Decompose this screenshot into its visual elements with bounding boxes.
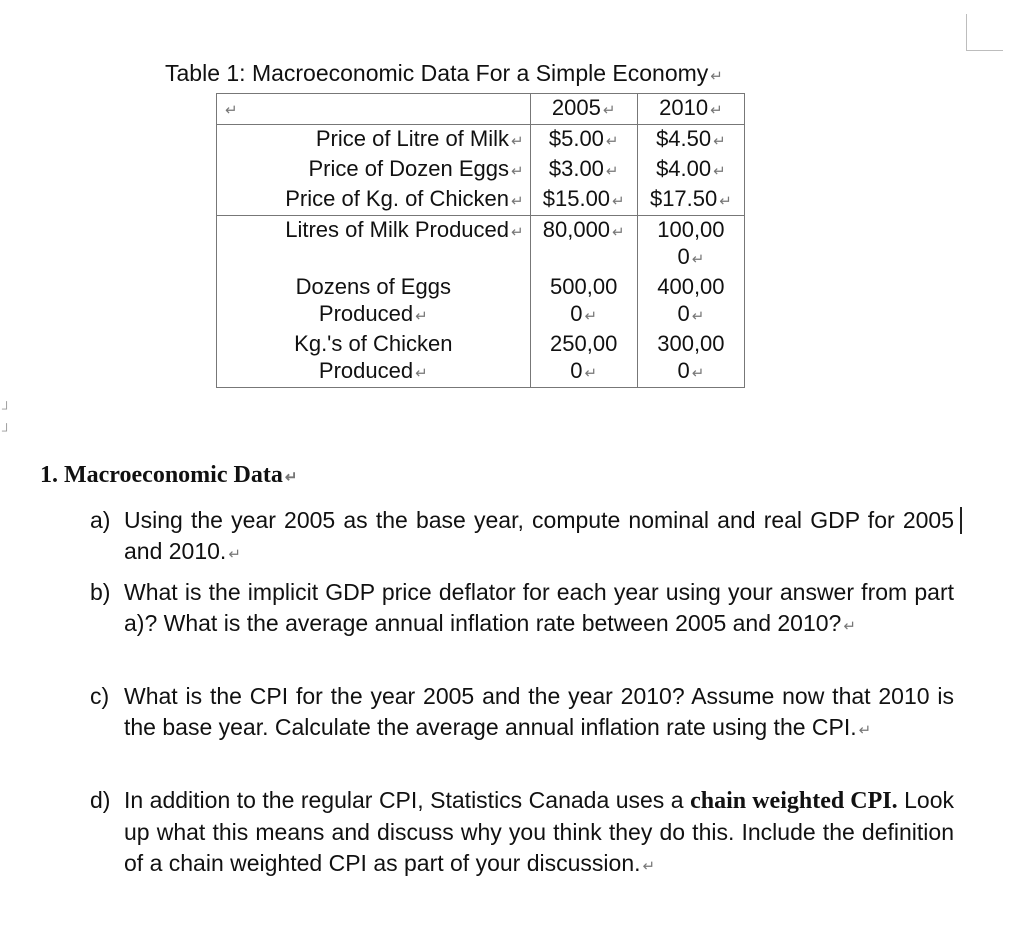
section-heading: 1. Macroeconomic Data ↵ [40,462,298,488]
bold-term: chain weighted CPI. [690,788,898,814]
header-2005: 2005 ↵ [530,94,637,125]
macro-data-table [216,93,745,388]
question-text: Using the year 2005 as the base year, compute nominal and real GDP for 2005 and 2010. ↵ [124,507,954,564]
row-label: Dozens of Eggs Produced ↵ [217,273,531,330]
question-text: In addition to the regular CPI, Statistics Canada uses a chain weighted CPI. Look up what this means and discuss why you think they do this. Include the definition of a chain weighted CPI as part of your discussion. ↵ [124,787,955,876]
cell-2010: $4.00 ↵ [637,155,744,185]
table-row [217,155,745,185]
question-label: c) [90,683,110,709]
row-label: Kg.'s of Chicken Produced ↵ [217,330,531,388]
question-label: b) [90,579,111,605]
paragraph-mark: ↵ [710,68,723,85]
cell-2005: $15.00 ↵ [530,185,637,216]
table-row [217,216,745,274]
cell-2010: 400,00 0 ↵ [637,273,744,330]
cell-2005: 250,00 0 ↵ [530,330,637,388]
question-label: a) [90,507,111,533]
question-c [90,681,954,746]
cell-2005: $5.00 ↵ [530,125,637,156]
table-row [217,273,745,330]
page-corner-mark [966,14,1003,51]
question-text: What is the CPI for the year 2005 and the year 2010? Assume now that 2010 is the base year. Calculate the average annual inflation rate using the CPI. ↵ [124,683,954,740]
cell-2010: $17.50 ↵ [637,185,744,216]
cell-2005: $3.00 ↵ [530,155,637,185]
cell-2005: 80,000 ↵ [530,216,637,274]
table-caption: Table 1: Macroeconomic Data For a Simple Economy ↵ [165,60,723,86]
header-2010: 2010 ↵ [637,94,744,125]
margin-marks: ┘ ┘ [2,401,12,438]
row-label: Price of Litre of Milk ↵ [217,125,531,156]
row-label: Price of Kg. of Chicken ↵ [217,185,531,216]
question-d [90,785,954,882]
table-row [217,185,745,216]
cell-2010: 300,00 0 ↵ [637,330,744,388]
row-label: Litres of Milk Produced ↵ [217,216,531,274]
question-b [90,577,954,642]
question-label: d) [90,787,111,813]
table-row [217,330,745,388]
text-cursor [960,507,962,534]
question-text: What is the implicit GDP price deflator for each year using your answer from part a)? What is the average annual inflation rate between 2005 and 2010? ↵ [124,579,954,636]
cell-2010: 100,00 0 ↵ [637,216,744,274]
table-header-row [217,94,745,125]
question-a [90,505,954,570]
table-row [217,125,745,156]
header-empty-cell: ↵ [217,94,531,125]
row-label: Price of Dozen Eggs ↵ [217,155,531,185]
cell-2010: $4.50 ↵ [637,125,744,156]
cell-2005: 500,00 0 ↵ [530,273,637,330]
